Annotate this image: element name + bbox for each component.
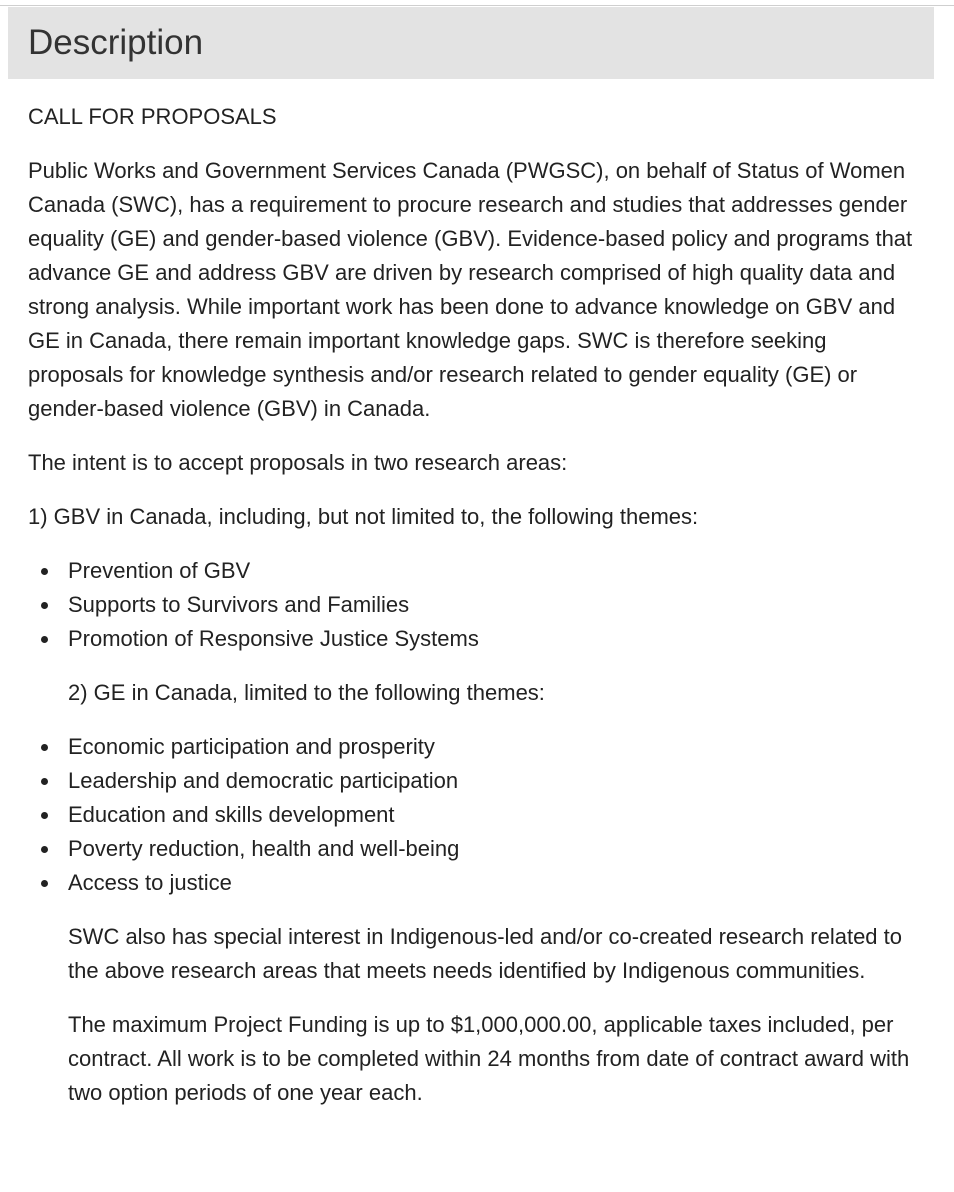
section-title: Description <box>28 23 204 62</box>
intro-paragraph: Public Works and Government Services Canada (PWGSC), on behalf of Status of Women Canada (SWC), has a requirement to procure research and studies that addresses gender equality (GE) and gender-based violence (GBV). Evidence-based policy and programs that advance GE and address GBV are driven by research comprised of high quality data and strong analysis. While important work has been done to advance knowledge on GBV and GE in Canada, there remain important knowledge gaps. SWC is therefore seeking proposals for knowledge synthesis and/or research related to gender equality (GE) or gender-based violence (GBV) in Canada. <box>28 158 913 421</box>
list-item: Leadership and democratic participation <box>68 764 928 798</box>
list-item: Education and skills development <box>68 798 928 832</box>
intent-paragraph: The intent is to accept proposals in two research areas: <box>28 450 568 475</box>
area2-theme-list <box>28 730 928 900</box>
area1-theme-list <box>28 554 928 656</box>
list-item: Access to justice <box>68 866 928 900</box>
list-item: Economic participation and prosperity <box>68 730 928 764</box>
indigenous-paragraph: SWC also has special interest in Indigenous-led and/or co-created research related to the above research areas that meets needs identified by Indigenous communities. <box>68 924 903 983</box>
list-item: Poverty reduction, health and well-being <box>68 832 928 866</box>
list-item: Promotion of Responsive Justice Systems <box>68 622 928 656</box>
description-body <box>28 100 928 1130</box>
section-header <box>8 7 934 79</box>
funding-paragraph: The maximum Project Funding is up to $1,000,000.00, applicable taxes included, per contract. All work is to be completed within 24 months from date of contract award with two option periods of one year each. <box>68 1012 910 1105</box>
top-divider <box>0 5 954 6</box>
call-heading: CALL FOR PROPOSALS <box>28 104 277 129</box>
list-item: Prevention of GBV <box>68 554 928 588</box>
area1-title: 1) GBV in Canada, including, but not limited to, the following themes: <box>28 504 699 529</box>
list-item: Supports to Survivors and Families <box>68 588 928 622</box>
area2-title: 2) GE in Canada, limited to the following themes: <box>68 680 545 705</box>
